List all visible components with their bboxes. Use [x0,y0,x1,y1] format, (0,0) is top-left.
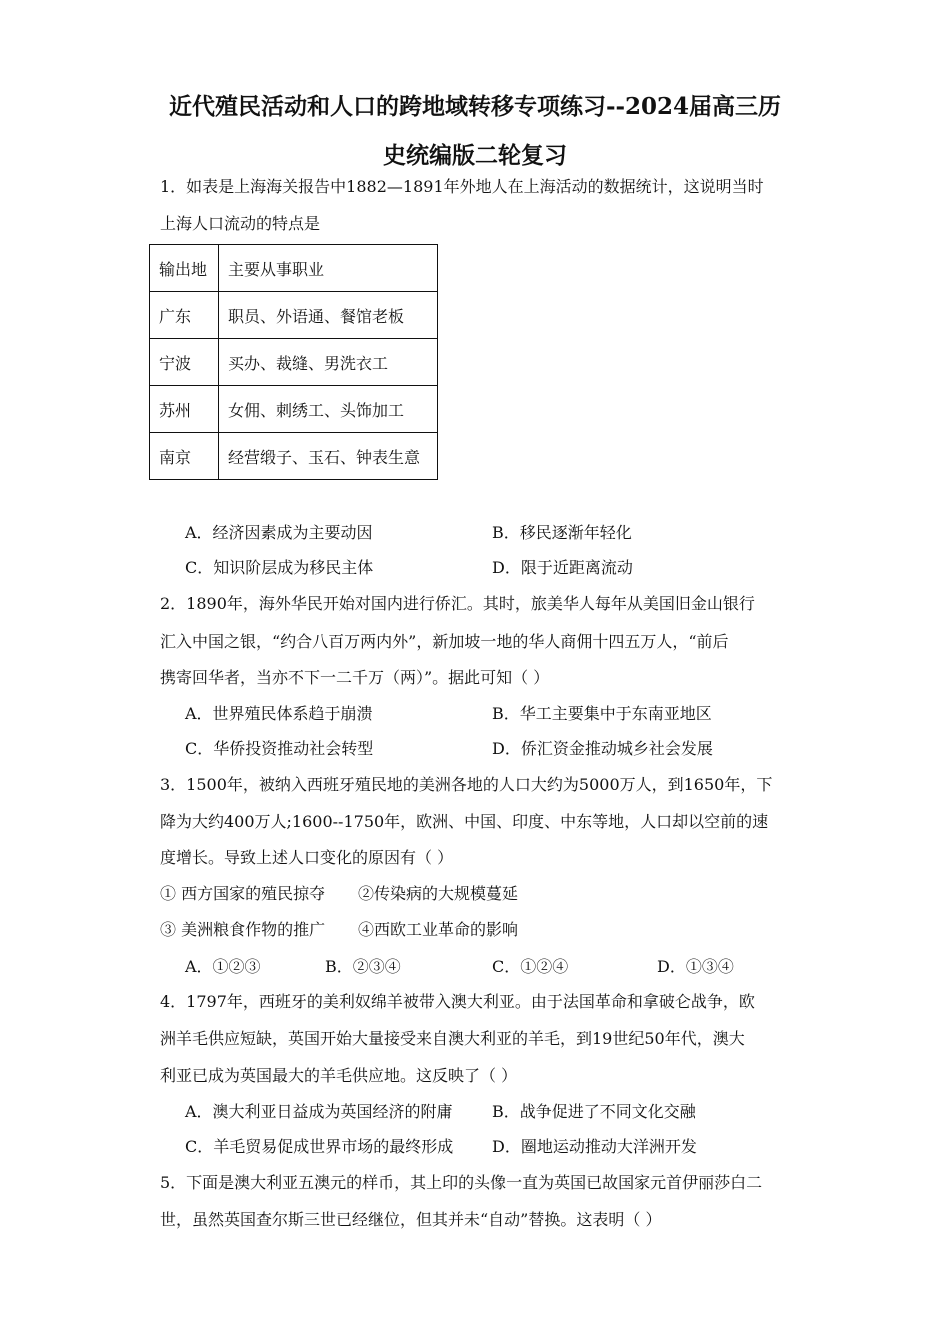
q4-option-c: C．羊毛贸易促成世界市场的最终形成 [185,1137,454,1156]
q4-option-d: D．圈地运动推动大洋洲开发 [492,1137,697,1156]
q3-item-4: ④西欧工业革命的影响 [358,920,519,939]
q5-stem-line2: 世，虽然英国查尔斯三世已经继位，但其并未“自动”替换。这表明（ ） [160,1210,662,1229]
q3-option-c: C．①②④ [492,957,569,976]
q4-stem-line3: 利亚已成为英国最大的羊毛供应地。这反映了（ ） [160,1066,518,1085]
q3-option-d: D．①③④ [657,957,734,976]
table-row [150,433,438,480]
q2-option-a: A．世界殖民体系趋于崩溃 [185,704,373,723]
q3-stem-line3: 度增长。导致上述人口变化的原因有（ ） [160,848,454,867]
q3-stem-line1: 3．1500年，被纳入西班牙殖民地的美洲各地的人口大约为5000万人，到1650年，下 [160,775,773,794]
q3-stem-line2: 降为大约400万人;1600--1750年，欧洲、中国、印度、中东等地，人口却以空前的速 [160,812,769,831]
q1-option-a: A．经济因素成为主要动因 [185,523,373,542]
q2-option-b: B．华工主要集中于东南亚地区 [492,704,712,723]
q3-option-a: A．①②③ [185,957,261,976]
q2-option-c: C．华侨投资推动社会转型 [185,739,374,758]
page-title-line2: 史统编版二轮复习 [383,142,567,169]
q1-data-table [149,244,438,480]
table-cell: 女佣、刺绣工、头饰加工 [219,386,438,433]
table-row [150,292,438,339]
q4-stem-line1: 4．1797年，西班牙的美利奴绵羊被带入澳大利亚。由于法国革命和拿破仑战争，欧 [160,992,755,1011]
q1-option-b: B．移民逐渐年轻化 [492,523,632,542]
q2-stem-line3: 携寄回华者，当亦不下一二千万（两）”。据此可知（ ） [160,668,550,687]
q4-option-a: A．澳大利亚日益成为英国经济的附庸 [185,1102,453,1121]
q2-stem-line1: 2．1890年，海外华民开始对国内进行侨汇。其时，旅美华人每年从美国旧金山银行 [160,594,755,613]
table-cell: 宁波 [150,339,219,386]
q4-option-b: B．战争促进了不同文化交融 [492,1102,696,1121]
table-header-row [150,245,438,292]
table-row [150,339,438,386]
q2-option-d: D．侨汇资金推动城乡社会发展 [492,739,713,758]
q3-item-2: ②传染病的大规模蔓延 [358,884,519,903]
table-cell: 经营缎子、玉石、钟表生意 [219,433,438,480]
q3-item-3: ③ 美洲粮食作物的推广 [160,920,326,939]
table-cell: 广东 [150,292,219,339]
q3-item-1: ① 西方国家的殖民掠夺 [160,884,326,903]
q4-stem-line2: 洲羊毛供应短缺，英国开始大量接受来自澳大利亚的羊毛，到19世纪50年代，澳大 [160,1029,745,1048]
table-cell: 职员、外语通、餐馆老板 [219,292,438,339]
q1-stem-line1: 1．如表是上海海关报告中1882—1891年外地人在上海活动的数据统计，这说明当时 [160,177,764,196]
table-row [150,386,438,433]
q1-stem-line2: 上海人口流动的特点是 [160,214,321,233]
q3-option-b: B．②③④ [325,957,401,976]
table-cell: 买办、裁缝、男洗衣工 [219,339,438,386]
q2-stem-line2: 汇入中国之银，“约合八百万两内外”，新加坡一地的华人商佣十四五万人，“前后 [160,632,729,651]
q1-option-c: C．知识阶层成为移民主体 [185,558,374,577]
table-header-cell: 输出地 [150,245,219,292]
q1-option-d: D．限于近距离流动 [492,558,633,577]
table-cell: 南京 [150,433,219,480]
page-title-line1: 近代殖民活动和人口的跨地域转移专项练习--2024届高三历 [168,93,782,120]
q5-stem-line1: 5．下面是澳大利亚五澳元的样币，其上印的头像一直为英国已故国家元首伊丽莎白二 [160,1173,763,1192]
table-cell: 苏州 [150,386,219,433]
table-header-cell: 主要从事职业 [219,245,438,292]
